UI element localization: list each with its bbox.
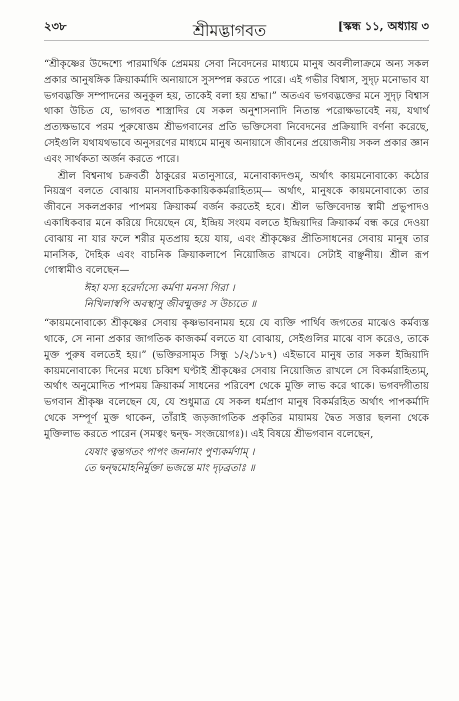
verse-line: তে দ্বন্দ্বমোহনির্মুক্তা ভজন্তে মাং দৃঢ়ব্রতাঃ ॥ (84, 462, 255, 474)
verse-line: ঈহা যস্য হরের্দাস্যে কর্মণা মনসা গিরা । (84, 283, 235, 295)
paragraph: “কায়মনোবাক্যে শ্রীকৃষ্ণের সেবায় কৃষ্ণভাবনাময় হয়ে যে ব্যক্তি পার্থিব জগতের মাঝেও কর্মব্যস্ত থাকে, সে নানা প্রকার জাগতিক কাজকর্ম বলতে যা বোঝায়, সেইগুলির মাঝে বাস করেও, তাকে মুক্ত পুরুষ বলতেই হয়।” (ভক্তিরসামৃত সিন্ধু ১/২/১৮৭) এইভাবে মানুষ তার সকল ইন্দ্রিয়াদি কায়মনোবাক্যে দিনের মধ্যে চব্বিশ ঘণ্টাই শ্রীকৃষ্ণের সেবায় নিয়োজিত রাখলে সে বিকর্মরাহিত্যম্‌, অর্থাৎ অনুমোদিত পাপময় ক্রিয়াকর্ম সাধনের পরিবেশ থেকে মুক্তি লাভ করে থাকে। ভগবদ্গীতায় ভগবান শ্রীকৃষ্ণ বলেছেন যে, যে শুধুমাত্র যে সকল ধর্মপ্রাণ মানুষ বিকর্মরহিত অর্থাৎ পাপকর্মাদি থেকে সম্পূর্ণ মুক্ত থাকেন, তাঁরাই জড়জাগতিক প্রকৃতির মায়াময় দ্বৈত সত্তার ছলনা থেকে মুক্তিলাভ করতে পারেন (সমত্বং দ্বন্দ্ব- সংজয়োগঃ)। এই বিষয়ে শ্রীভগবান বলেছেন, (44, 318, 429, 440)
paragraph: শ্রীল বিশ্বনাথ চক্রবর্তী ঠাকুরের মতানুসারে, মনোবাক্যদণ্ডম্‌, অর্থাৎ কায়মনোবাক্যে কঠোর নিয়ন্ত্রণ বলতে বোঝায় মানসবাচিককায়িককর্মরাহিত্যম্‌— অর্থাৎ, মানুষকে কায়মনোবাক্যে তার জীবনে সকলপ্রকার পাপময় ক্রিয়াকর্ম বর্জন করতেই হবে। শ্রীল ভক্তিবেদান্ত স্বামী প্রভুপাদও একাধিকবার মনে করিয়ে দিয়েছেন যে, ইন্দ্রিয় সংযম বলতে ইন্দ্রিয়াদির ক্রিয়াকর্ম বন্ধ করে দেওয়া বোঝায় না যার ফলে শরীর মৃতপ্রায় হয়ে যায়, এবং শ্রীকৃষ্ণের প্রীতিসাধনের সেবায় মানুষ তার মানসিক, দৈহিক এবং বাচনিক ক্রিয়াকলাপে নিয়োজিত রাখবে। সেটাই বাঞ্ছনীয়। শ্রীল রূপ গোস্বামীও বলেছেন— (44, 170, 429, 277)
section-label: [স্কন্ধ ১১, অধ্যায় ৩ (337, 19, 429, 33)
verse-line: নিখিলাস্বপি অবস্থাসু জীবন্মুক্তঃ স উচ্যতে ॥ (84, 299, 257, 311)
verse-block (44, 445, 429, 477)
body-text (44, 57, 429, 477)
paragraph: “শ্রীকৃষ্ণের উদ্দেশ্যে পারমার্থিক প্রেমময় সেবা নিবেদনের মাধ্যমে মানুষ অবলীলাক্রমে অন্য সকল প্রকার আনুষঙ্গিক ক্রিয়াকর্মাদি অনায়াসে সুসম্পন্ন করতে পারে। এই গভীর বিশ্বাস, সুদৃঢ় মনোভাব যা ভগবদ্ভক্তি সম্পাদনের অনুকূল হয়, তাকেই বলা হয় শ্রদ্ধা।” অতএব ভগবদ্ভক্তের মনে সুদৃঢ় বিশ্বাস থাকা উচিত যে, ভাগবত শাস্ত্রাদির যে সকল অনুশাসনাদি নিতান্ত পরোক্ষভাবেই নয়, যথার্থ প্রত্যক্ষভাবে পরম পুরুষোত্তম শ্রীভগবানের প্রতি ভক্তিসেবা নিবেদনের প্রক্রিয়াদি বর্ণনা করেছে, সেইগুলি যথাযথভাবে অনুসরণের মাধ্যমে মানুষ অনায়াসে জীবনের প্রয়োজনীয় সকল প্রকার জ্ঞান এবং সার্থকতা অর্জন করতে পারে। (44, 59, 429, 165)
book-title: শ্রীমদ্ভাগবত (192, 21, 267, 40)
verse-line: যেষাং ত্বন্তগতং পাপং জনানাং পুণ্যকর্মণাম্‌ । (84, 446, 255, 458)
page-number: ২৩৮ (44, 19, 67, 33)
verse-block (44, 281, 429, 313)
